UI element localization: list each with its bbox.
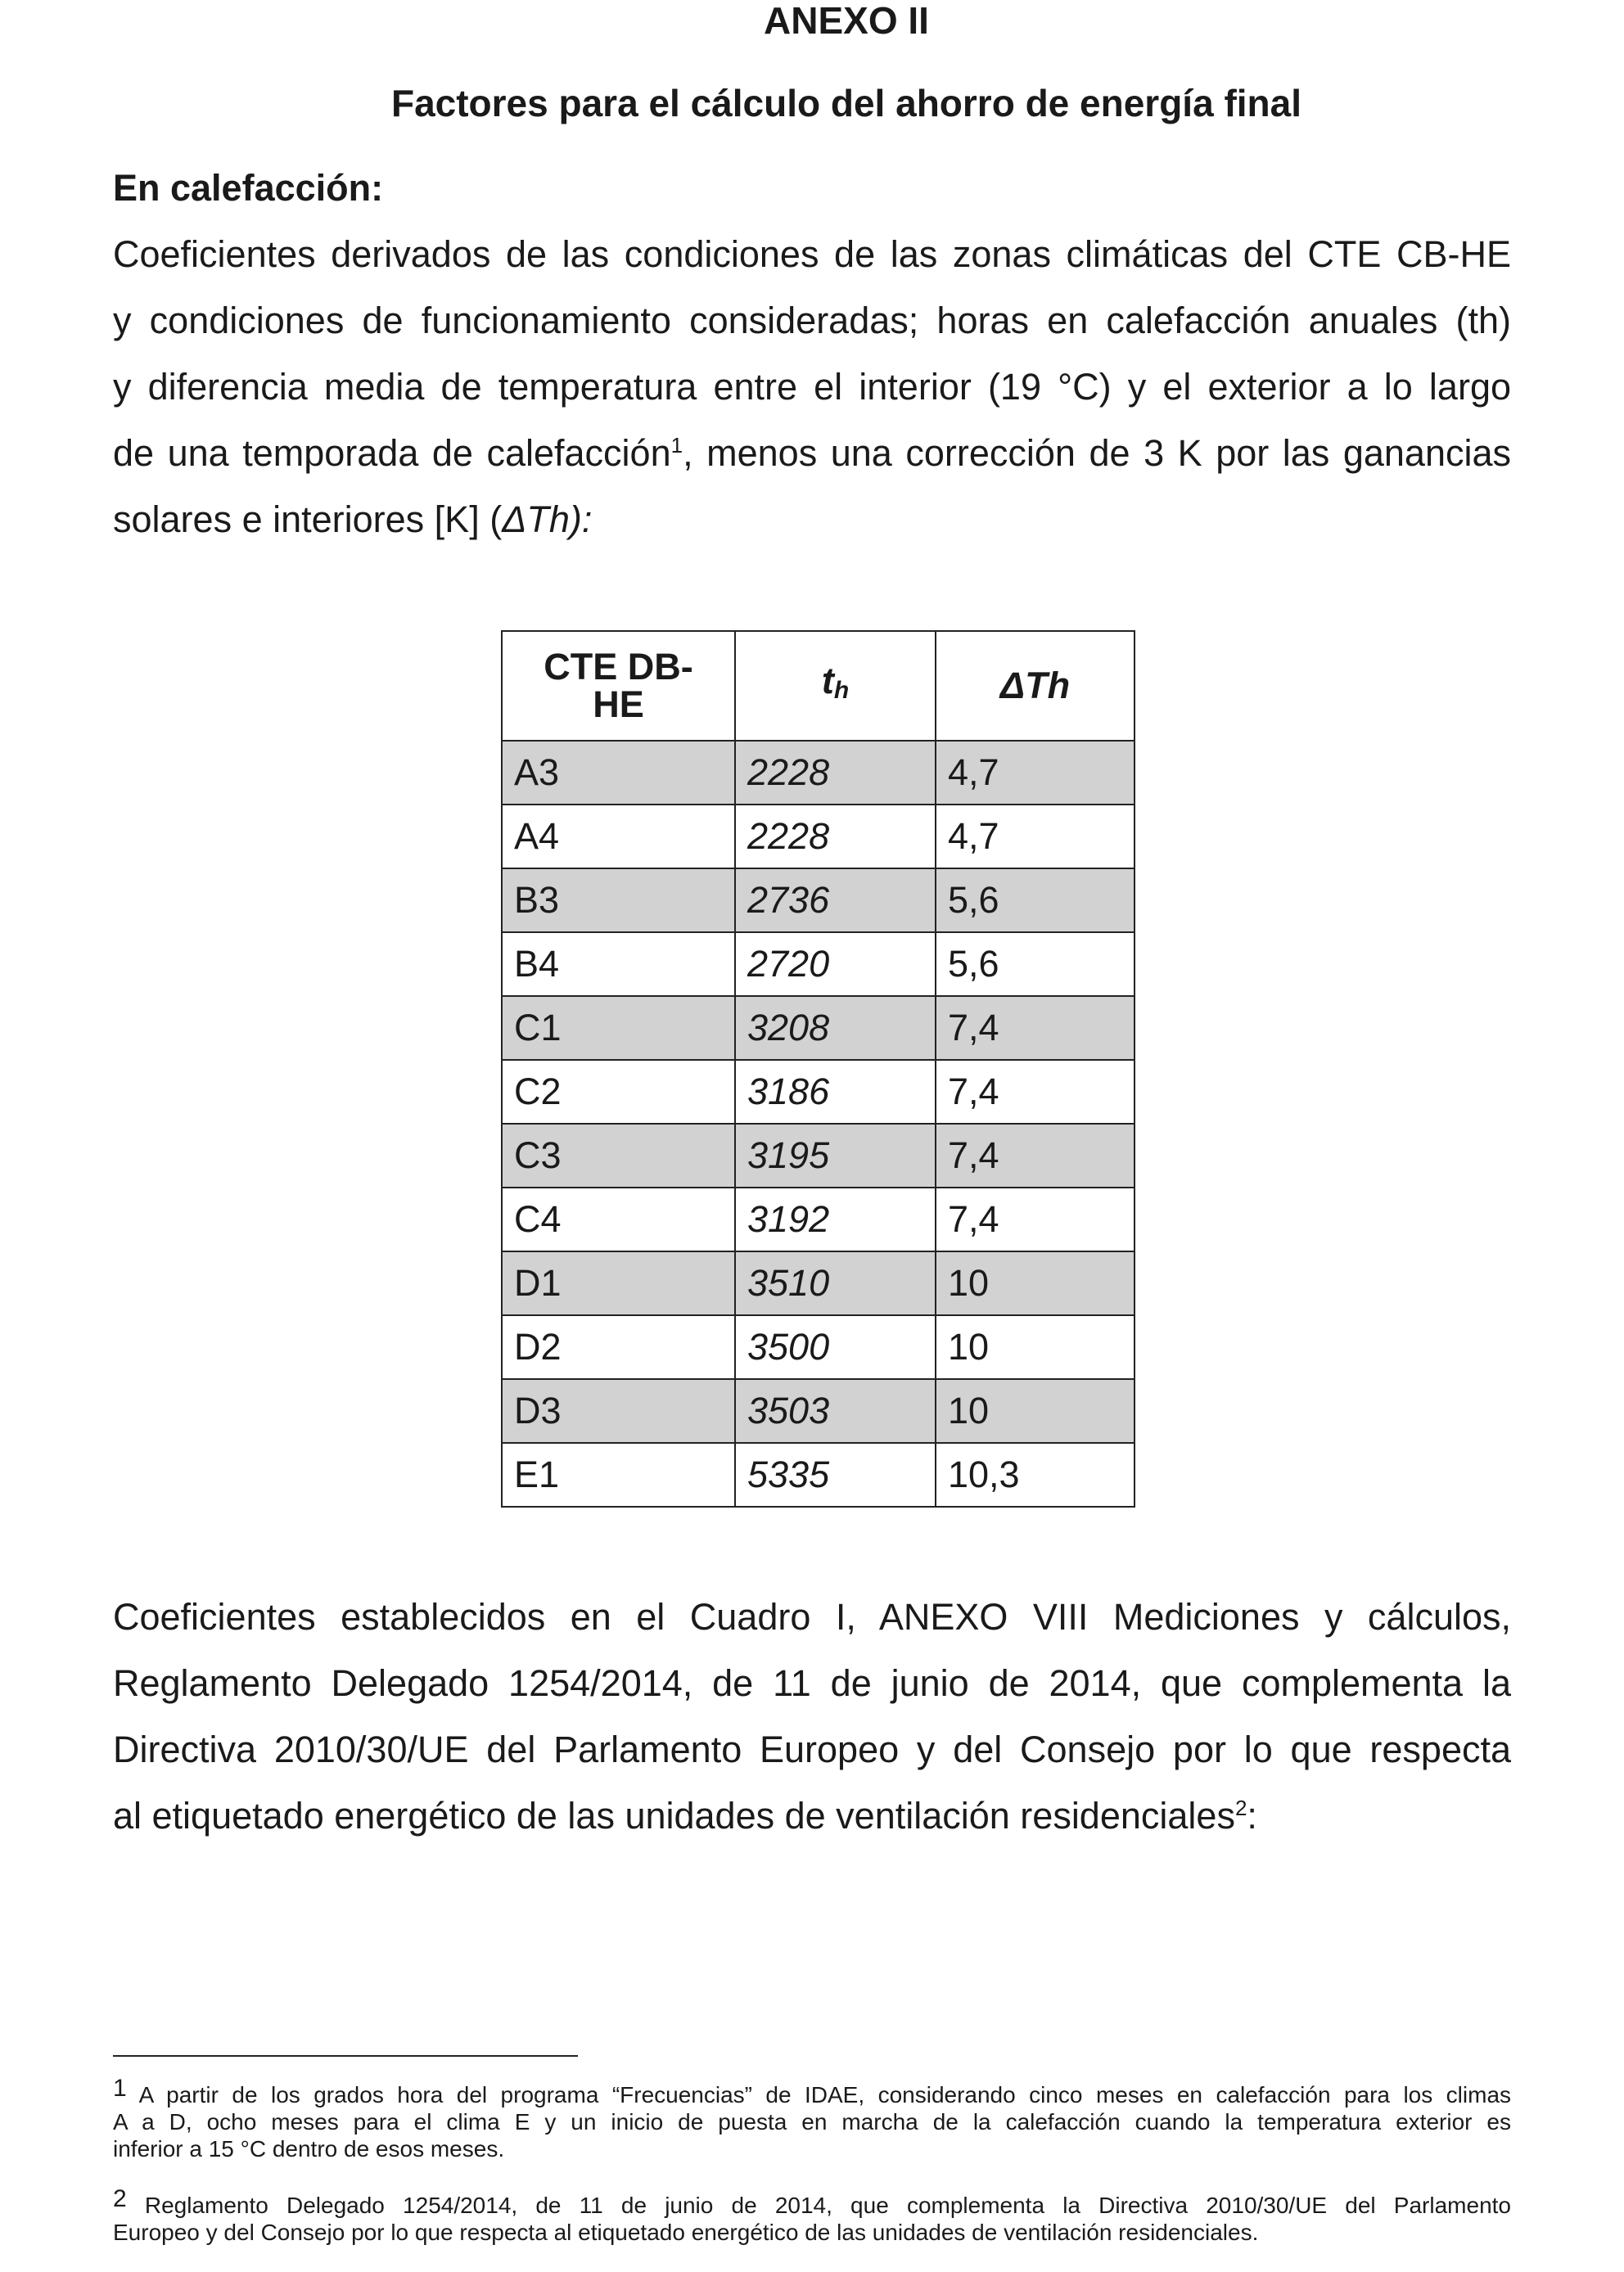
table-row bbox=[502, 805, 1135, 868]
zone-cell: D2 bbox=[502, 1315, 735, 1379]
heating-coefficients-paragraph bbox=[113, 221, 1511, 552]
delta-cell: 10,3 bbox=[936, 1443, 1135, 1507]
paragraph-line: Coeficientes establecidos en el Cuadro I, ANEXO VIII Mediciones y cálculos, bbox=[113, 1596, 1511, 1638]
zone-cell: A3 bbox=[502, 741, 735, 805]
paragraph-line bbox=[113, 420, 1511, 486]
table-row bbox=[502, 1188, 1135, 1251]
table-row bbox=[502, 1443, 1135, 1507]
paragraph-line bbox=[113, 486, 1511, 552]
delta-cell: 10 bbox=[936, 1315, 1135, 1379]
footnote-reference[interactable]: 2 bbox=[1234, 1796, 1247, 1820]
header-hours: th bbox=[735, 631, 936, 741]
zone-cell: D3 bbox=[502, 1379, 735, 1443]
delta-cell: 4,7 bbox=[936, 741, 1135, 805]
paragraph-line: Directiva 2010/30/UE del Parlamento Europeo y del Consejo por lo que respecta bbox=[113, 1729, 1511, 1770]
footnote-line: inferior a 15 °C dentro de esos meses. bbox=[113, 2136, 505, 2162]
hours-cell: 3500 bbox=[735, 1315, 936, 1379]
zone-cell: E1 bbox=[502, 1443, 735, 1507]
zone-cell: C2 bbox=[502, 1060, 735, 1124]
ventilation-coefficients-paragraph bbox=[113, 1584, 1511, 1849]
table-row bbox=[502, 741, 1135, 805]
footnote-number: 2 bbox=[113, 2185, 127, 2212]
hours-cell: 3195 bbox=[735, 1124, 936, 1188]
table-row bbox=[502, 1060, 1135, 1124]
paragraph-line: Reglamento Delegado 1254/2014, de 11 de junio de 2014, que complementa la bbox=[113, 1662, 1511, 1704]
table-header-row bbox=[502, 631, 1135, 741]
paragraph-line: Coeficientes derivados de las condiciones de las zonas climáticas del CTE CB-HE bbox=[113, 233, 1511, 275]
zone-cell: C3 bbox=[502, 1124, 735, 1188]
zone-cell: D1 bbox=[502, 1251, 735, 1315]
header-delta: ΔTh bbox=[936, 631, 1135, 741]
hours-cell: 3192 bbox=[735, 1188, 936, 1251]
footnote-reference[interactable]: 1 bbox=[670, 433, 683, 458]
table-row bbox=[502, 1251, 1135, 1315]
footnote-line: A a D, ocho meses para el clima E y un inicio de puesta en marcha de la calefacción cuando la temperatura exterior es bbox=[113, 2109, 1511, 2135]
paragraph-line: y condiciones de funcionamiento consideradas; horas en calefacción anuales (th) bbox=[113, 300, 1511, 341]
delta-cell: 10 bbox=[936, 1251, 1135, 1315]
paragraph-text: solares e interiores [K] ( bbox=[113, 498, 503, 540]
delta-cell: 7,4 bbox=[936, 996, 1135, 1060]
zone-cell: A4 bbox=[502, 805, 735, 868]
zone-cell: B3 bbox=[502, 868, 735, 932]
annex-subtitle: Factores para el cálculo del ahorro de energía final bbox=[390, 82, 1302, 124]
hours-cell: 3503 bbox=[735, 1379, 936, 1443]
table-row bbox=[502, 1379, 1135, 1443]
hours-cell: 3510 bbox=[735, 1251, 936, 1315]
hours-cell: 2720 bbox=[735, 932, 936, 996]
table-row bbox=[502, 1315, 1135, 1379]
footnote-line: Europeo y del Consejo por lo que respecta al etiquetado energético de las unidades de ventilación residenciales. bbox=[113, 2220, 1259, 2245]
hours-cell: 3186 bbox=[735, 1060, 936, 1124]
table-row bbox=[502, 932, 1135, 996]
delta-cell: 10 bbox=[936, 1379, 1135, 1443]
table-body bbox=[502, 741, 1135, 1507]
climate-zone-table bbox=[501, 630, 1135, 1508]
footnote-number: 1 bbox=[113, 2075, 127, 2102]
annex-title: ANEXO II bbox=[764, 0, 929, 42]
delta-cell: 5,6 bbox=[936, 932, 1135, 996]
hours-cell: 2228 bbox=[735, 805, 936, 868]
delta-cell: 7,4 bbox=[936, 1188, 1135, 1251]
delta-cell: 7,4 bbox=[936, 1124, 1135, 1188]
paragraph-text: al etiquetado energético de las unidades de ventilación residenciales bbox=[113, 1795, 1235, 1837]
hours-cell: 3208 bbox=[735, 996, 936, 1060]
hours-cell: 2228 bbox=[735, 741, 936, 805]
hours-cell: 5335 bbox=[735, 1443, 936, 1507]
delta-cell: 5,6 bbox=[936, 868, 1135, 932]
delta-cell: 4,7 bbox=[936, 805, 1135, 868]
paragraph-text: de una temporada de calefacción bbox=[113, 432, 671, 474]
hours-cell: 2736 bbox=[735, 868, 936, 932]
delta-th-symbol: ΔTh): bbox=[502, 498, 593, 540]
paragraph-line bbox=[113, 1783, 1511, 1849]
footnote-separator bbox=[113, 2055, 578, 2057]
zone-cell: C4 bbox=[502, 1188, 735, 1251]
section-heading: En calefacción: bbox=[113, 167, 384, 209]
header-zone: CTE DB-HE bbox=[502, 631, 735, 741]
zone-cell: C1 bbox=[502, 996, 735, 1060]
paragraph-text: : bbox=[1247, 1795, 1257, 1837]
table-row bbox=[502, 996, 1135, 1060]
zone-cell: B4 bbox=[502, 932, 735, 996]
paragraph-text: , menos una corrección de 3 K por las ganancias bbox=[683, 432, 1511, 474]
paragraph-line: y diferencia media de temperatura entre el interior (19 °C) y el exterior a lo largo bbox=[113, 366, 1511, 408]
table-row bbox=[502, 1124, 1135, 1188]
delta-cell: 7,4 bbox=[936, 1060, 1135, 1124]
footnote-2 bbox=[113, 2185, 1511, 2246]
table-row bbox=[502, 868, 1135, 932]
footnote-line: 1 A partir de los grados hora del programa “Frecuencias” de IDAE, considerando cinco meses en calefacción para los climas bbox=[113, 2075, 1512, 2107]
footnote-line: 2 Reglamento Delegado 1254/2014, de 11 de junio de 2014, que complementa la Directiva 2010/30/UE del Parlamento bbox=[113, 2185, 1511, 2218]
footnote-1 bbox=[113, 2075, 1511, 2162]
